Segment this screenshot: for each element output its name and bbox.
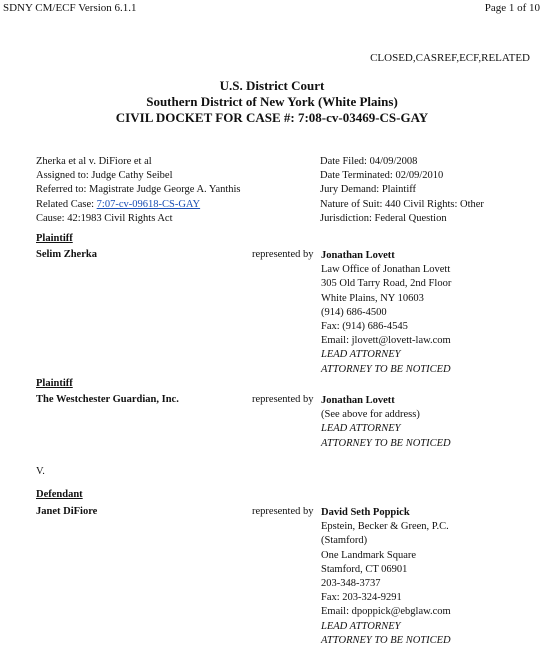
attorney-line: Email: dpoppick@ebglaw.com — [321, 606, 451, 618]
attorney-name: David Seth Poppick — [321, 507, 410, 518]
versus-separator: V. — [36, 466, 45, 477]
docket-title: CIVIL DOCKET FOR CASE #: 7:08-cv-03469-CS-GAY — [115, 110, 429, 125]
party-role-heading: Plaintiff — [36, 378, 73, 389]
attorney-notice: ATTORNEY TO BE NOTICED — [321, 437, 451, 449]
party-name: Selim Zherka — [36, 249, 97, 260]
attorney-line: (Stamford) — [321, 535, 368, 547]
related-case — [36, 198, 316, 212]
attorney-name: Jonathan Lovett — [321, 395, 395, 406]
lead-attorney: LEAD ATTORNEY — [321, 620, 401, 632]
party-name: The Westchester Guardian, Inc. — [36, 394, 179, 405]
attorney-line: Fax: 203-324-9291 — [321, 592, 402, 604]
attorney-notice: ATTORNEY TO BE NOTICED — [321, 634, 451, 646]
attorney-line: Fax: (914) 686-4545 — [321, 321, 408, 333]
lead-attorney: LEAD ATTORNEY — [321, 349, 401, 361]
attorney-line: Stamford, CT 06901 — [321, 563, 408, 575]
jurisdiction: Jurisdiction: Federal Question — [320, 212, 447, 224]
lead-attorney: LEAD ATTORNEY — [321, 423, 401, 435]
docket-titles — [0, 78, 544, 126]
attorney-line: White Plains, NY 10603 — [321, 292, 424, 304]
date-filed: Date Filed: 04/09/2008 — [320, 156, 418, 167]
attorney-line: (914) 686-4500 — [321, 306, 387, 318]
party-name: Janet DiFiore — [36, 506, 98, 517]
page-number: Page 1 of 10 — [484, 2, 540, 14]
represented-by-label: represented by — [252, 394, 314, 405]
attorney-line: 203-348-3737 — [321, 578, 381, 590]
party-role-heading: Defendant — [36, 489, 83, 500]
case-flags: CLOSED,CASREF,ECF,RELATED — [370, 52, 530, 64]
attorney-line: Email: jlovett@lovett-law.com — [321, 335, 451, 347]
system-version: SDNY CM/ECF Version 6.1.1 — [3, 2, 137, 14]
case-caption: Zherka et al v. DiFiore et al — [36, 156, 152, 167]
date-terminated: Date Terminated: 02/09/2010 — [320, 170, 444, 182]
attorney-line: Epstein, Becker & Green, P.C. — [321, 521, 449, 533]
attorney-line: (See above for address) — [321, 409, 420, 421]
nature-of-suit: Nature of Suit: 440 Civil Rights: Other — [320, 198, 484, 210]
attorney-notice: ATTORNEY TO BE NOTICED — [321, 363, 451, 375]
court-title: U.S. District Court — [219, 78, 325, 93]
attorney-name: Jonathan Lovett — [321, 250, 395, 261]
referred-judge: Referred to: Magistrate Judge George A. Yanthis — [36, 184, 241, 196]
attorney-block — [321, 394, 451, 451]
jury-demand: Jury Demand: Plaintiff — [320, 184, 417, 196]
represented-by-label: represented by — [252, 249, 314, 260]
related-case-link[interactable]: 7:07-cv-09618-CS-GAY — [96, 198, 201, 210]
attorney-line: Law Office of Jonathan Lovett — [321, 264, 451, 276]
attorney-line: One Landmark Square — [321, 549, 417, 561]
related-case-label: Related Case: — [36, 198, 97, 210]
assigned-judge: Assigned to: Judge Cathy Seibel — [36, 170, 173, 182]
case-info-right — [320, 155, 540, 226]
page-header — [3, 2, 540, 16]
attorney-block — [321, 506, 451, 648]
attorney-block — [321, 249, 451, 377]
represented-by-label: represented by — [252, 506, 314, 517]
case-info-left — [36, 155, 316, 226]
district-title: Southern District of New York (White Plains) — [146, 94, 398, 109]
case-cause: Cause: 42:1983 Civil Rights Act — [36, 212, 173, 224]
attorney-line: 305 Old Tarry Road, 2nd Floor — [321, 278, 452, 290]
party-role-heading: Plaintiff — [36, 233, 73, 244]
